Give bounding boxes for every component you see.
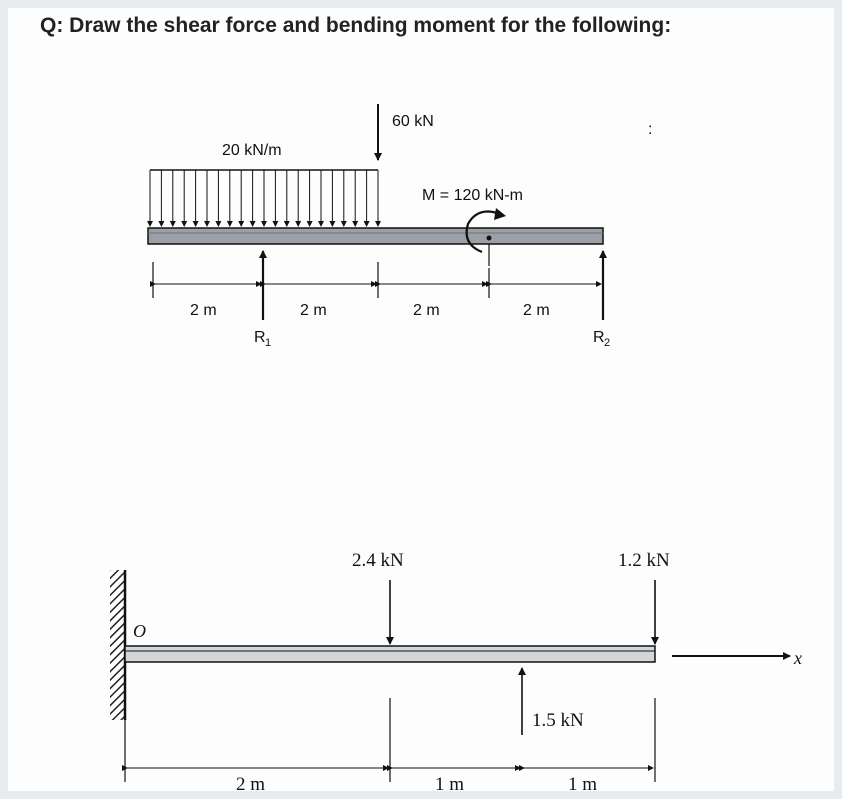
reaction1-subscript: 1	[265, 337, 272, 349]
beam2-diagram	[110, 550, 802, 795]
beam1	[148, 228, 603, 244]
load3-label: 1.5 kN	[532, 710, 584, 731]
span2-label-b2: 1 m	[435, 774, 465, 795]
load1-label: 2.4 kN	[352, 550, 404, 571]
fixed-wall	[110, 570, 124, 720]
span3-label: 2 m	[413, 302, 440, 319]
distributed-load-label: 20 kN/m	[222, 142, 282, 159]
span1-label: 2 m	[190, 302, 217, 319]
distributed-load	[150, 170, 378, 226]
load2-label: 1.2 kN	[618, 550, 670, 571]
span1-label-b2: 2 m	[236, 774, 266, 795]
axis-label: x	[794, 648, 802, 668]
reaction1-label: R	[254, 329, 266, 346]
question-text: Q: Draw the shear force and bending moment for the following:	[40, 14, 672, 37]
beam2	[125, 646, 655, 662]
origin-label: O	[133, 621, 146, 641]
stray-mark: :	[648, 121, 653, 138]
beam1-diagram	[148, 104, 652, 349]
span4-label: 2 m	[523, 302, 550, 319]
beam1-dimensions	[153, 262, 601, 298]
moment-label: M = 120 kN-m	[422, 187, 523, 204]
span2-label: 2 m	[300, 302, 327, 319]
reaction2-label: R	[593, 329, 605, 346]
reaction2-subscript: 2	[604, 337, 611, 349]
point-load-label: 60 kN	[392, 113, 434, 130]
span3-label-b2: 1 m	[568, 774, 598, 795]
